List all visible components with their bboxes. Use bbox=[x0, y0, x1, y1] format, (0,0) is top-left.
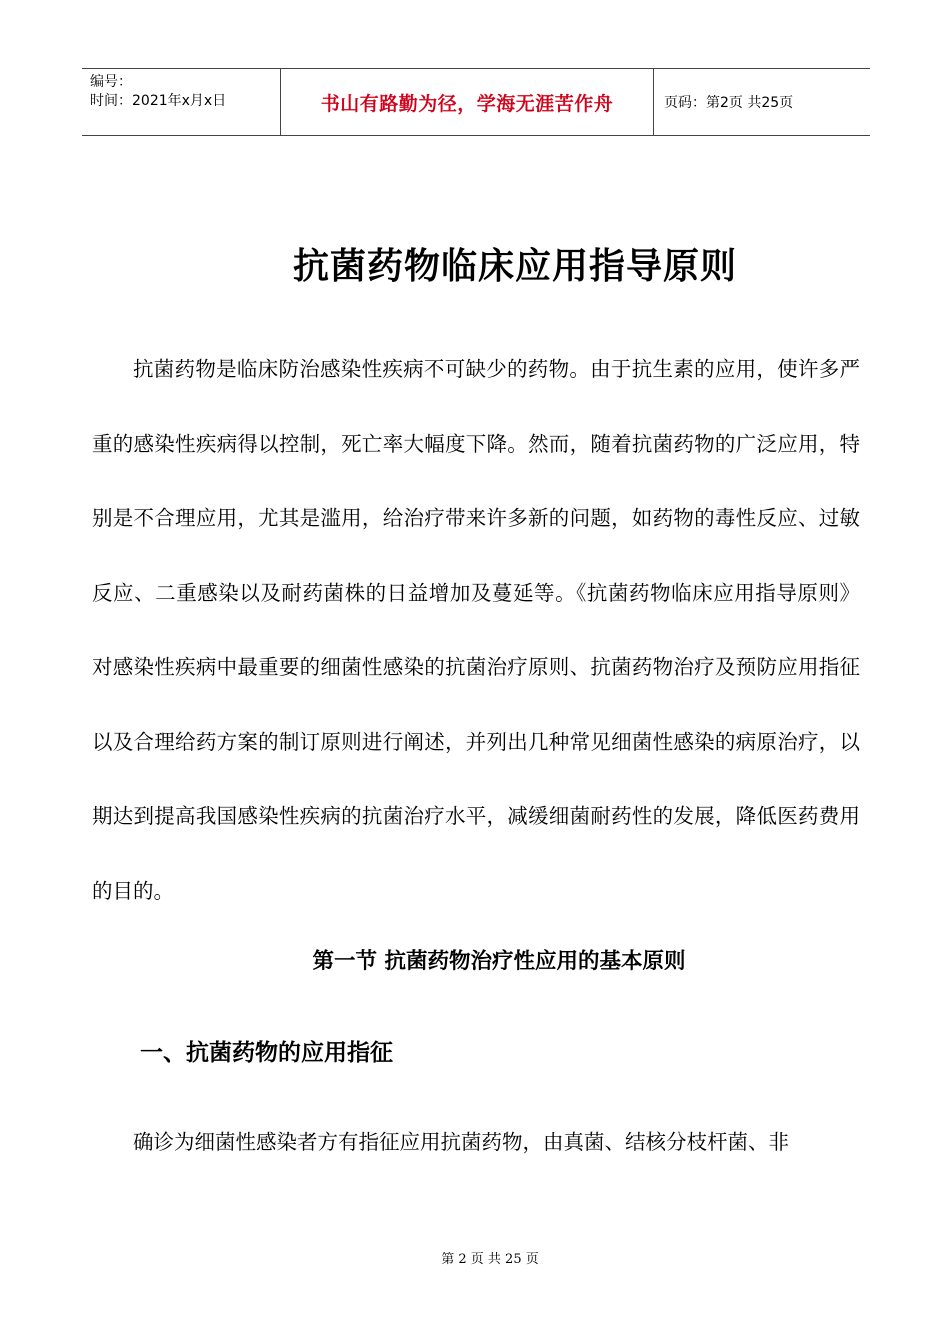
intro-paragraph: 抗菌药物是临床防治感染性疾病不可缺少的药物。由于抗生素的应用，使许多严重的感染性疾病得以控制，死亡率大幅度下降。然而，随着抗菌药物的广泛应用，特别是不合理应用，尤其是滥用，给治疗带来许多新的问题，如药物的毒性反应、过敏反应、二重感染以及耐药菌株的日益增加及蔓延等。《抗菌药物临床应用指导原则》对感染性疾病中最重要的细菌性感染的抗菌治疗原则、抗菌药物治疗及预防应用指征以及合理给药方案的制订原则进行阐述，并列出几种常见细菌性感染的病原治疗，以期达到提高我国感染性疾病的抗菌治疗水平，减缓细菌耐药性的发展，降低医药费用的目的。 bbox=[92, 357, 860, 903]
header-page-cell bbox=[654, 69, 870, 135]
document-title: 抗菌药物临床应用指导原则 bbox=[292, 246, 737, 287]
subsection-title: 一、抗菌药物的应用指征 bbox=[140, 1040, 393, 1066]
section-title: 第一节 抗菌药物治疗性应用的基本原则 bbox=[312, 949, 686, 974]
header-motto: 书山有路勤为径，学海无涯苦作舟 bbox=[320, 92, 614, 115]
header-meta-cell bbox=[82, 69, 281, 135]
document-number-label: 编号： bbox=[90, 74, 132, 90]
header-page-info: 页码：第2页 共25页 bbox=[664, 95, 794, 111]
page-footer: 第 2 页 共 25 页 bbox=[441, 1252, 539, 1267]
header-table bbox=[82, 68, 870, 136]
document-time-label: 时间：2021年x月x日 bbox=[90, 93, 227, 109]
body-paragraph: 确诊为细菌性感染者方有指征应用抗菌药物，由真菌、结核分枝杆菌、非 bbox=[133, 1130, 789, 1154]
header-motto-cell bbox=[281, 69, 654, 135]
